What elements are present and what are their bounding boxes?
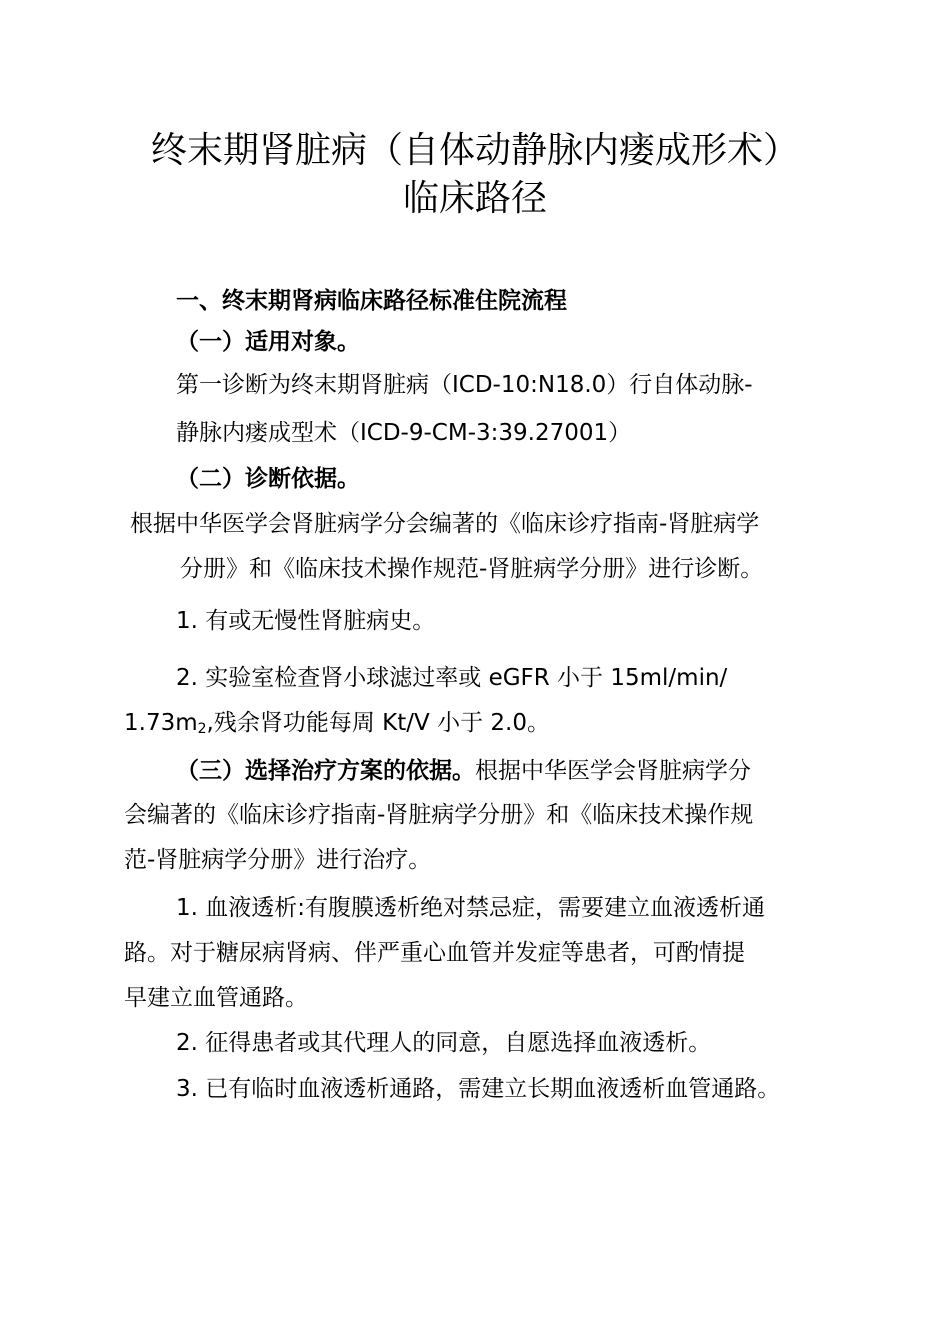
list-item-diagnosis-2-line-1: 2. 实验室检查肾小球滤过率或 eGFR 小于 15ml/min/ bbox=[176, 665, 728, 691]
list-item-treatment-3: 3. 已有临时血液透析通路，需建立长期血液透析血管通路。 bbox=[176, 1076, 781, 1102]
list-item-treatment-2: 2. 征得患者或其代理人的同意，自愿选择血液透析。 bbox=[176, 1030, 712, 1056]
list-item-diagnosis-2-line-2 bbox=[124, 710, 550, 738]
list-item-treatment-1-line-2: 路。对于糖尿病肾病、伴严重心血管并发症等患者，可酌情提 bbox=[124, 940, 745, 966]
subsection-heading-diagnosis-basis: （二）诊断依据。 bbox=[176, 466, 360, 492]
paragraph-applicable-line-2: 静脉内瘘成型术（ICD-9-CM-3:39.27001） bbox=[176, 420, 632, 446]
document-title-line-1: 终末期肾脏病（自体动静脉内瘘成形术） bbox=[150, 130, 799, 171]
subsection-heading-applicable-subjects: （一）适用对象。 bbox=[176, 329, 360, 355]
document-title-line-2: 临床路径 bbox=[402, 178, 547, 219]
paragraph-treatment-line-1 bbox=[176, 758, 751, 786]
paragraph-applicable-line-1: 第一诊断为终末期肾脏病（ICD-10:N18.0）行自体动脉- bbox=[176, 372, 753, 398]
list-item-diagnosis-1: 1. 有或无慢性肾脏病史。 bbox=[176, 608, 436, 634]
paragraph-treatment-line-2: 会编著的《临床诊疗指南-肾脏病学分册》和《临床技术操作规 bbox=[124, 802, 754, 828]
subsection-heading-treatment-basis: （三）选择治疗方案的依据。 bbox=[176, 758, 475, 784]
paragraph-diagnosis-line-1: 根据中华医学会肾脏病学分会编著的《临床诊疗指南-肾脏病学 bbox=[130, 511, 760, 537]
list-item-treatment-1-line-1: 1. 血液透析:有腹膜透析绝对禁忌症，需要建立血液透析通 bbox=[176, 895, 766, 921]
treatment-basis-text-start: 根据中华医学会肾脏病学分 bbox=[475, 758, 751, 784]
section-heading-1: 一、终末期肾病临床路径标准住院流程 bbox=[176, 288, 567, 314]
gfr-unit-subscript: 2 bbox=[197, 721, 207, 737]
list-item-treatment-1-line-3: 早建立血管通路。 bbox=[124, 985, 308, 1011]
gfr-unit-prefix: 1.73m bbox=[124, 710, 198, 736]
paragraph-treatment-line-3: 范-肾脏病学分册》进行治疗。 bbox=[124, 847, 432, 873]
gfr-unit-suffix: ,残余肾功能每周 Kt/V 小于 2.0。 bbox=[206, 710, 550, 736]
paragraph-diagnosis-line-2: 分册》和《临床技术操作规范-肾脏病学分册》进行诊断。 bbox=[180, 556, 764, 582]
